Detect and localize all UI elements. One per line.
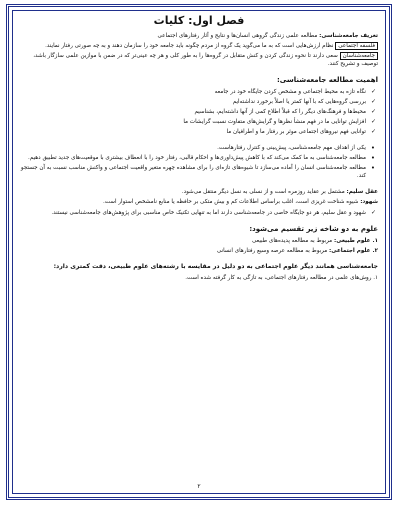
importance-checklist xyxy=(20,88,378,136)
sociologists-paragraph xyxy=(20,52,378,68)
intuition-paragraph xyxy=(20,198,378,206)
common-sense-paragraph xyxy=(20,188,378,196)
branches-heading: علوم به دو شاخه زیر تقسیم می‌شود: xyxy=(249,224,378,233)
intuition-label: شهود: xyxy=(360,199,378,206)
natural-sciences-item xyxy=(20,237,378,245)
social-philosophy-paragraph xyxy=(20,42,378,50)
importance-bullets xyxy=(20,144,378,180)
list-item: • یکی از اهداف مهم جامعه‌شناسی، پیش‌بینی و کنترل رفتارهاست. xyxy=(20,144,366,152)
chapter-title: فصل اول: کلیات xyxy=(153,14,245,27)
definition-label: تعریف جامعه‌شناسی: xyxy=(319,33,378,39)
precision-first-reason: ۱. روش‌های علمی در مطالعه رفتارهای اجتماعی، به تازگی به کار گرفته شده است. xyxy=(185,274,378,281)
list-item: ✓ نگاه تازه به محیط اجتماعی و مشخص کردن جایگاه خود در جامعه xyxy=(20,88,366,96)
common-sense-label: عقل سلیم: xyxy=(346,189,378,196)
definition-paragraph xyxy=(20,32,378,40)
list-item: ✓ افزایش توانایی ما در فهم منشأ نظرها و گرایش‌های متفاوت نسبت گرایشات ما xyxy=(20,118,366,126)
definition-text: مطالعه علمی زندگی گروهی انسان‌ها و نتایج و آثار رفتارهای اجتماعی xyxy=(157,33,320,39)
social-sciences-item xyxy=(20,247,378,255)
note-item: ✓ شهود و عقل سلیم، هر دو جایگاه خاصی در جامعه‌شناسی دارند اما به تنهایی تکنیک خاص مناسبی برای پژوهش‌های جامعه‌شناسی نیستند. xyxy=(20,209,366,217)
document-page xyxy=(20,14,378,496)
social-philosophy-label: فلسفه اجتماعی xyxy=(335,42,378,50)
list-item: ✓ محیط‌ها و فرهنگ‌های دیگر را که قبلاً اطلاع کمی از آنها داشته‌ایم، بشناسیم xyxy=(20,108,366,116)
sociologists-text: سعی دارند تا نحوه زندگی کردن و کنش متقابل در گروه‌ها را به طور کلی و هر چه عینی‌تر که در ضمن با موازین علمی سازگار باشد، توصیف و تشریح کنند. xyxy=(33,53,378,68)
common-sense-text: مشتمل بر عقاید روزمره است و از نسلی به نسل دیگر منتقل می‌شود. xyxy=(181,189,347,196)
note-list xyxy=(20,209,378,217)
sociologists-label: جامعه‌شناسان xyxy=(340,52,378,60)
natural-sciences-label: ۱. علوم طبیعی: xyxy=(333,237,378,244)
natural-sciences-text: مربوط به مطالعه پدیده‌های طبیعی xyxy=(251,237,334,244)
list-item: ✓ توانایی فهم نیروهای اجتماعی موثر بر رفتار ما و اطرافیان ما xyxy=(20,128,366,136)
social-sciences-text: مربوط به مطالعه عرصه وسیع رفتارهای انسانی xyxy=(216,247,330,254)
precision-heading: جامعه‌شناسی همانند دیگر علوم اجتماعی به دو دلیل در مقایسه با رشته‌های علوم طبیعی، دقت کمتری دارد: xyxy=(53,262,378,270)
intuition-text: شیوه شناخت غریزی است، اغلب براساس اطلاعات کم و بیش متکی بر حافظه یا منابع نامشخص استوار است. xyxy=(103,199,361,206)
list-item: • مطالعه جامعه‌شناسی انسان را آماده می‌سازد تا شیوه‌های تازه‌ای را برای مشاهده چهره متغیر واقعیت اجتماعی و واکنش مناسب نسبت به آن جستجو کند. xyxy=(20,164,366,180)
social-philosophy-text: نظام ارزش‌هایی است که به ما می‌گوید یک گروه از مردم چگونه باید جامعه خود را سازمان دهند و به چه صورتی رفتار نمایند. xyxy=(45,43,336,50)
list-item: ✓ بررسی گروه‌هایی که با آنها کمتر یا اصلاً برخورد نداشته‌ایم xyxy=(20,98,366,106)
page-number: ۲ xyxy=(197,483,201,490)
importance-heading: اهمیت مطالعه جامعه‌شناسی: xyxy=(276,76,378,85)
list-item: • مطالعه جامعه‌شناسی به ما کمک می‌کند که با کاهش پیش‌داوری‌ها و احکام قالبی، رفتار خود را با انعطاف بیشتری با موقعیت‌های جدید تطبیق دهیم. xyxy=(20,154,366,162)
social-sciences-label: ۲. علوم اجتماعی: xyxy=(329,247,378,254)
